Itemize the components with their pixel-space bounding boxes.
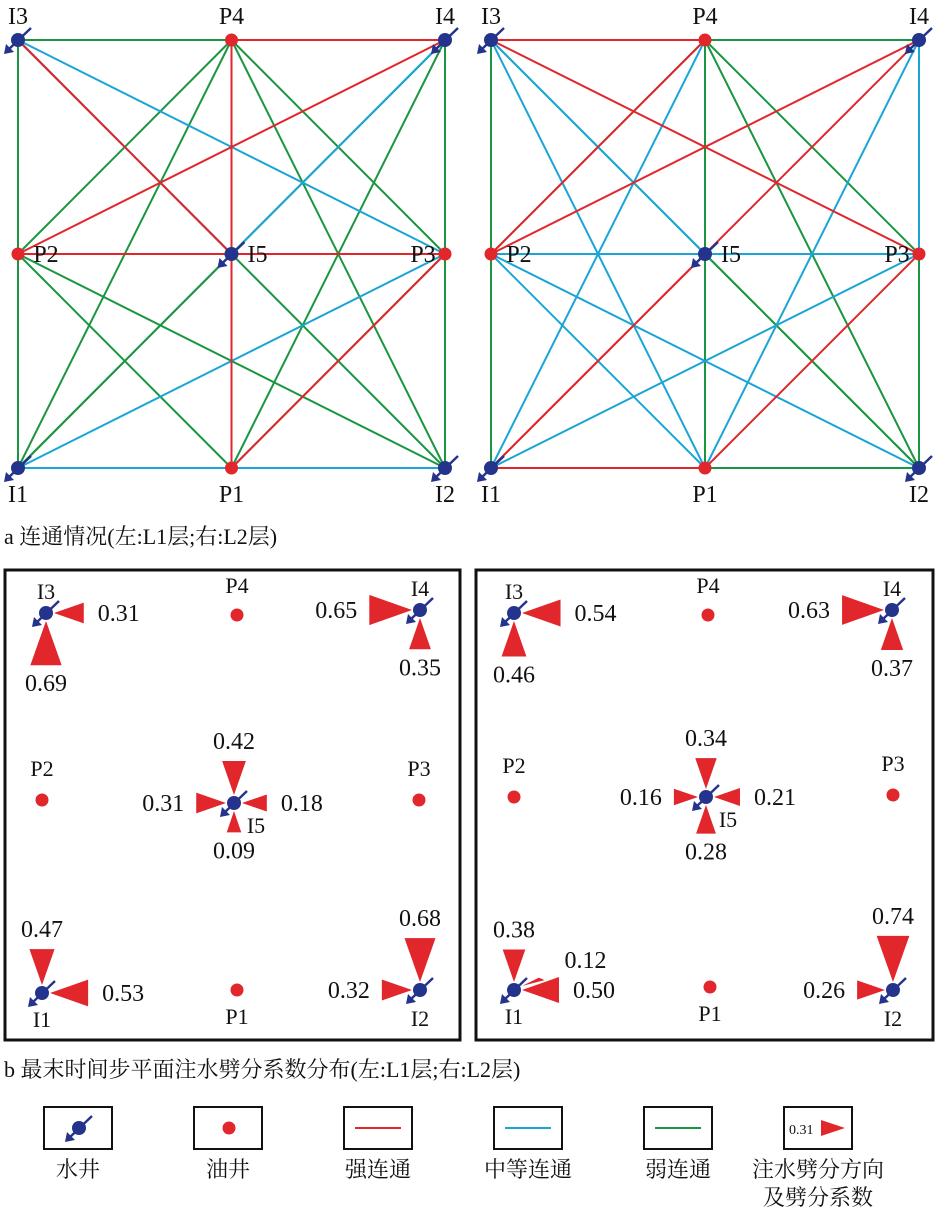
allocation-arrow-I1-up: [503, 950, 526, 982]
well-label-I4: I4: [882, 576, 902, 601]
well-label-I4: I4: [435, 4, 455, 30]
water-well-dot: [886, 983, 900, 997]
legend-item-weak: [608, 1106, 748, 1184]
allocation-value-I4-down: 0.35: [399, 655, 441, 682]
allocation-value-I1-upright: 0.12: [564, 948, 607, 974]
allocation-frame-L2: [476, 570, 933, 1040]
allocation-value-I5-up: 0.34: [685, 726, 727, 753]
legend-label-medium: 中等连通: [483, 1157, 572, 1182]
allocation-value-I5-left: 0.31: [142, 791, 185, 817]
well-label-I2: I2: [435, 482, 455, 508]
allocation-value-I5-right: 0.21: [753, 785, 796, 811]
allocation-arrow-I1-right: [50, 980, 88, 1007]
water-well-dot: [438, 461, 452, 475]
well-label-P3: P3: [884, 242, 910, 268]
water-well-I2: [879, 978, 906, 1004]
allocation-value-I1-right: 0.50: [573, 978, 615, 1004]
well-label-I3: I3: [504, 579, 524, 604]
well-label-I5: I5: [718, 807, 738, 832]
allocation-value-I1-right: 0.53: [102, 981, 145, 1007]
allocation-arrow-I5-right: [714, 788, 740, 806]
allocation-value-I4-down: 0.37: [871, 656, 913, 683]
allocation-value-I3-right: 0.54: [574, 601, 617, 627]
oil-well-P4: [699, 34, 712, 47]
allocation-arrow-I2-up: [404, 938, 435, 982]
well-label-I4: I4: [909, 4, 929, 30]
legend-swatch-weak: [643, 1106, 713, 1150]
legend-item-oil-well: [158, 1106, 298, 1184]
water-well-dot: [484, 33, 498, 47]
allocation-arrow-I3-down: [30, 621, 61, 665]
oil-well-P1: [231, 984, 244, 997]
water-well-I1: [28, 981, 55, 1007]
well-label-P4: P4: [692, 4, 718, 30]
water-well-dot: [699, 790, 713, 804]
allocation-value-I5-right: 0.18: [280, 791, 323, 817]
well-label-P3: P3: [410, 242, 436, 268]
water-well-dot: [11, 33, 25, 47]
well-label-I2: I2: [883, 1006, 903, 1031]
legend-item-medium: [458, 1106, 598, 1184]
oil-well-P4: [231, 609, 244, 622]
water-well-dot: [912, 461, 926, 475]
well-label-P2: P2: [502, 753, 526, 778]
legend-label-weak: 弱连通: [644, 1157, 711, 1182]
well-label-P1: P1: [692, 482, 718, 508]
legend-swatch-water-well: [43, 1106, 113, 1150]
well-label-P4: P4: [218, 4, 245, 30]
legend-swatch-strong: [343, 1106, 413, 1150]
water-well-dot: [484, 461, 498, 475]
water-well-dot: [11, 461, 25, 475]
connectivity-panel-L1: [4, 4, 458, 508]
water-well-dot: [698, 247, 712, 261]
allocation-arrow-I3-down: [502, 621, 527, 656]
allocation-value-I5-up: 0.42: [213, 729, 255, 756]
allocation-value-I5-left: 0.16: [619, 785, 662, 811]
legend-oil-well-icon: [223, 1122, 236, 1135]
water-well-dot: [225, 247, 239, 261]
allocation-value-I2-left: 0.32: [327, 978, 370, 1004]
allocation-value-I2-up: 0.68: [399, 906, 441, 933]
well-label-P1: P1: [225, 1004, 249, 1029]
water-well-I2: [406, 978, 433, 1004]
water-well-dot: [39, 606, 53, 620]
legend-label-strong: 强连通: [344, 1157, 411, 1182]
allocation-arrow-I4-down: [881, 618, 903, 650]
legend-swatch-medium: [493, 1106, 563, 1150]
allocation-arrow-I4-left: [842, 595, 884, 625]
well-label-P2: P2: [33, 242, 59, 268]
allocation-arrow-I1-up: [29, 949, 54, 985]
well-label-I4: I4: [410, 576, 430, 601]
oil-well-P3: [887, 789, 900, 802]
legend-item-water-well: [8, 1106, 148, 1184]
legend-arrow-sample: 0.31: [789, 1123, 814, 1138]
legend-swatch-oil-well: [193, 1106, 263, 1150]
water-well-dot: [912, 33, 926, 47]
legend-arrow-icon: [821, 1120, 845, 1136]
allocation-value-I3-down: 0.46: [493, 662, 535, 689]
allocation-panel-L1: [5, 570, 460, 1040]
caption-a: a 连通情况(左:L1层;右:L2层): [4, 524, 278, 549]
oil-well-P1: [225, 462, 238, 475]
legend-water-well-icon: [65, 1116, 92, 1142]
oil-well-P2: [12, 248, 25, 261]
allocation-arrow-I3-right: [54, 603, 84, 624]
allocation-value-I4-left: 0.65: [315, 598, 358, 624]
water-well-dot: [507, 606, 521, 620]
caption-b: b 最末时间步平面注水劈分系数分布(左:L1层;右:L2层): [4, 1057, 521, 1082]
oil-well-P1: [699, 462, 712, 475]
legend-label-water-well: 水井: [55, 1157, 100, 1182]
water-well-dot: [35, 986, 49, 1000]
allocation-value-I2-up: 0.74: [872, 903, 914, 930]
oil-well-P2: [36, 794, 49, 807]
allocation-arrow-I5-up: [222, 761, 246, 795]
allocation-value-I1-up: 0.38: [493, 917, 535, 944]
well-label-P2: P2: [506, 242, 532, 268]
well-label-I3: I3: [481, 4, 501, 30]
allocation-arrow-I2-up: [877, 936, 910, 982]
well-label-P4: P4: [225, 573, 249, 598]
water-well-I1: [500, 978, 527, 1004]
allocation-value-I3-down: 0.69: [25, 671, 67, 698]
allocation-value-I1-up: 0.47: [21, 917, 63, 944]
legend-label-arrow: 注水劈分方向 及劈分系数: [751, 1157, 884, 1210]
well-label-I5: I5: [247, 242, 268, 268]
allocation-arrow-I4-left: [369, 595, 412, 625]
well-label-I1: I1: [8, 482, 28, 508]
oil-well-P4: [702, 609, 715, 622]
well-label-I5: I5: [721, 242, 741, 268]
well-label-P1: P1: [698, 1001, 722, 1026]
oil-well-P3: [913, 248, 926, 261]
well-label-I1: I1: [504, 1004, 524, 1029]
legend-item-strong: [308, 1106, 448, 1184]
water-well-dot: [72, 1121, 86, 1135]
well-label-I3: I3: [8, 4, 28, 30]
water-well-dot: [413, 983, 427, 997]
water-well-dot: [227, 796, 241, 810]
allocation-value-I3-right: 0.31: [97, 601, 140, 627]
well-label-P4: P4: [696, 573, 720, 598]
well-label-I3: I3: [36, 579, 56, 604]
water-well-dot: [507, 983, 521, 997]
allocation-arrow-I5-up: [695, 758, 717, 789]
allocation-value-I5-down: 0.28: [685, 839, 727, 866]
legend-item-arrow: [748, 1106, 888, 1212]
oil-well-P2: [485, 248, 498, 261]
well-label-I2: I2: [909, 482, 929, 508]
oil-well-P1: [704, 981, 717, 994]
oil-well-P3: [439, 248, 452, 261]
allocation-panel-L2: [476, 570, 933, 1040]
allocation-arrow-I5-right: [242, 794, 267, 811]
water-well-dot: [885, 603, 899, 617]
well-label-I1: I1: [481, 482, 501, 508]
well-label-I2: I2: [410, 1006, 430, 1031]
oil-well-P4: [225, 34, 238, 47]
allocation-arrow-I3-right: [522, 599, 561, 626]
well-label-P3: P3: [881, 751, 905, 776]
oil-well-P2: [508, 791, 521, 804]
legend-swatch-arrow: [783, 1106, 853, 1150]
legend-label-oil-well: 油井: [205, 1157, 250, 1182]
well-label-P3: P3: [407, 756, 431, 781]
allocation-value-I4-left: 0.63: [788, 598, 831, 624]
oil-well-P3: [413, 794, 426, 807]
allocation-value-I5-down: 0.09: [213, 838, 255, 865]
well-label-P1: P1: [218, 482, 245, 508]
connectivity-panel-L2: [477, 4, 932, 508]
water-well-dot: [438, 33, 452, 47]
well-label-I1: I1: [32, 1007, 52, 1032]
well-label-P2: P2: [30, 756, 54, 781]
allocation-value-I2-left: 0.26: [803, 978, 846, 1004]
water-well-dot: [413, 603, 427, 617]
well-label-I5: I5: [246, 813, 266, 838]
